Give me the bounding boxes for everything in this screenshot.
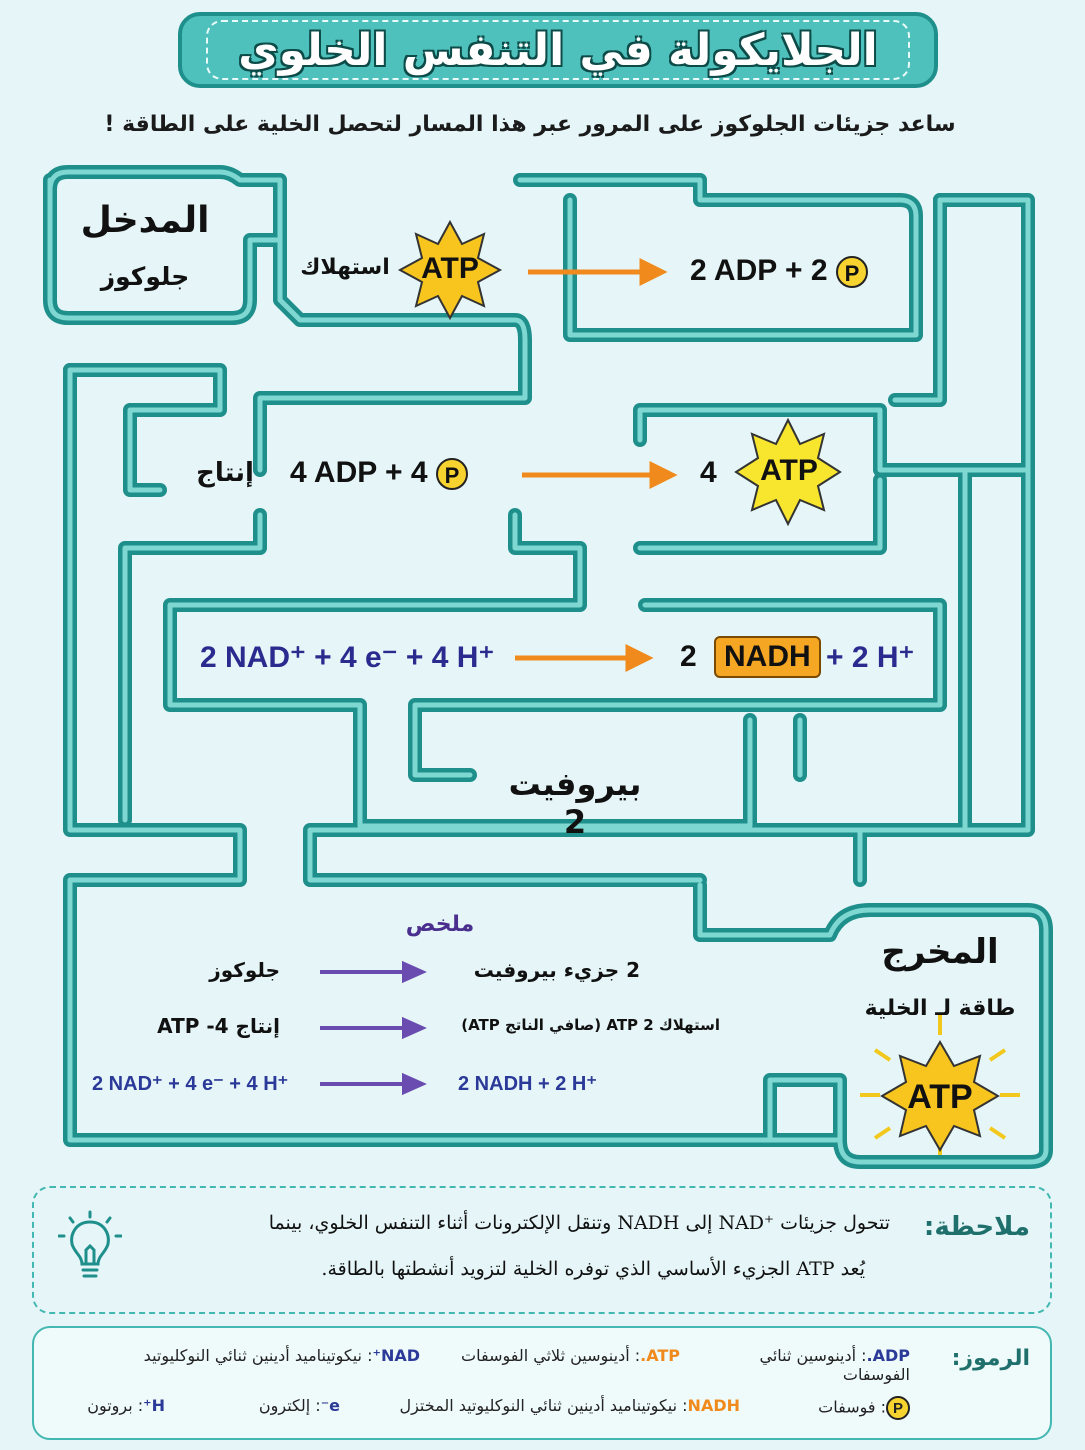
step3-product-num: 2 [680, 640, 697, 673]
legend-p [760, 1396, 910, 1420]
legend-nadh-desc: : نيكوتيناميد أدينين ثنائي النوكليوتيد المختزل [399, 1396, 688, 1415]
legend-atp-desc: : أدينوسين ثلاثي الفوسفات [461, 1346, 641, 1365]
exit-atp-label: ATP [907, 1078, 973, 1116]
summary-row3-right: 2 NADH + 2 H⁺ [458, 1073, 597, 1095]
entry-label: جلوكوز [100, 262, 190, 291]
phosphate-icon: P [886, 1396, 910, 1420]
nadh-label: NADH [714, 636, 821, 678]
exit-heading: المخرج [881, 932, 999, 972]
lightbulb-icon [58, 1210, 122, 1284]
legend-label: الرموز: [951, 1346, 1030, 1371]
pyruvate-label: بيروفيت 2 [508, 765, 642, 841]
note-line2: يُعد ATP الجزيء الأساسي الذي توفره الخلية لتزويد أنشطتها بالطاقة. [321, 1258, 865, 1280]
summary-row1-right: 2 جزيء بيروفيت [473, 958, 640, 982]
legend-e-key: e⁻ [320, 1396, 340, 1415]
legend-adp-desc: : أدينوسين ثنائي الفوسفات [759, 1346, 910, 1384]
step1-action: استهلاك [300, 255, 390, 280]
entry-heading: المدخل [80, 200, 210, 241]
phosphate-icon: P [836, 256, 868, 288]
note-label: ملاحظة: [923, 1212, 1030, 1242]
step3-product-tail: + 2 H⁺ [826, 641, 915, 674]
summary-row2-right: استهلاك 2 ATP (صافي الناتج ATP) [461, 1016, 720, 1034]
legend-h-key: H⁺ [143, 1396, 165, 1415]
legend-nad-desc: : نيكوتيناميد أدينين ثنائي النوكليوتيد [143, 1346, 373, 1365]
legend-nad [100, 1346, 420, 1365]
legend-p-desc: : فوسفات [818, 1397, 886, 1417]
legend-nadh [360, 1396, 740, 1415]
subtitle: ساعد جزيئات الجلوكوز على المرور عبر هذا المسار لتحصل الخلية على الطاقة ! [104, 112, 956, 137]
exit-label: طاقة لـ الخلية [864, 996, 1016, 1021]
legend-h-desc: : بروتون [87, 1396, 144, 1415]
summary-row1-left: جلوكوز [209, 958, 280, 982]
legend-h [45, 1396, 165, 1415]
step2-reactant [290, 456, 468, 490]
legend-nadh-key: NADH [687, 1396, 740, 1415]
step1-product-text: 2 ADP + 2 [690, 254, 828, 287]
legend-adp-key: ADP. [866, 1346, 910, 1365]
step3-reactant: 2 NAD⁺ + 4 e⁻ + 4 H⁺ [200, 641, 495, 674]
summary-row2-left: إنتاج 4- ATP [157, 1014, 280, 1038]
title-banner [178, 12, 938, 88]
nadh-badge [714, 636, 821, 678]
legend-e [200, 1396, 340, 1415]
step1-atp-label: ATP [421, 252, 479, 285]
phosphate-icon: P [436, 458, 468, 490]
legend-nad-key: NAD⁺ [372, 1346, 420, 1365]
step2-atp-label: ATP [760, 454, 818, 487]
legend-adp [690, 1346, 910, 1384]
summary-title: ملخص [405, 912, 475, 937]
page-title: الجلايكولة في التنفس الخلوي [238, 24, 878, 76]
step2-action: إنتاج [196, 458, 254, 488]
step1-product [690, 254, 868, 288]
legend-e-desc: : إلكترون [258, 1396, 321, 1415]
summary-row3-left: 2 NAD⁺ + 4 e⁻ + 4 H⁺ [92, 1073, 289, 1095]
step2-product-num: 4 [700, 456, 717, 489]
legend-atp-key: ATP. [640, 1346, 680, 1365]
note-box [32, 1186, 1052, 1314]
summary-arrows [320, 964, 422, 1092]
step2-reactant-text: 4 ADP + 4 [290, 456, 428, 489]
legend-atp [430, 1346, 680, 1365]
note-line1: تتحول جزيئات ⁺NAD إلى NADH وتنقل الإلكترونات أثناء التنفس الخلوي، بينما [268, 1212, 890, 1234]
